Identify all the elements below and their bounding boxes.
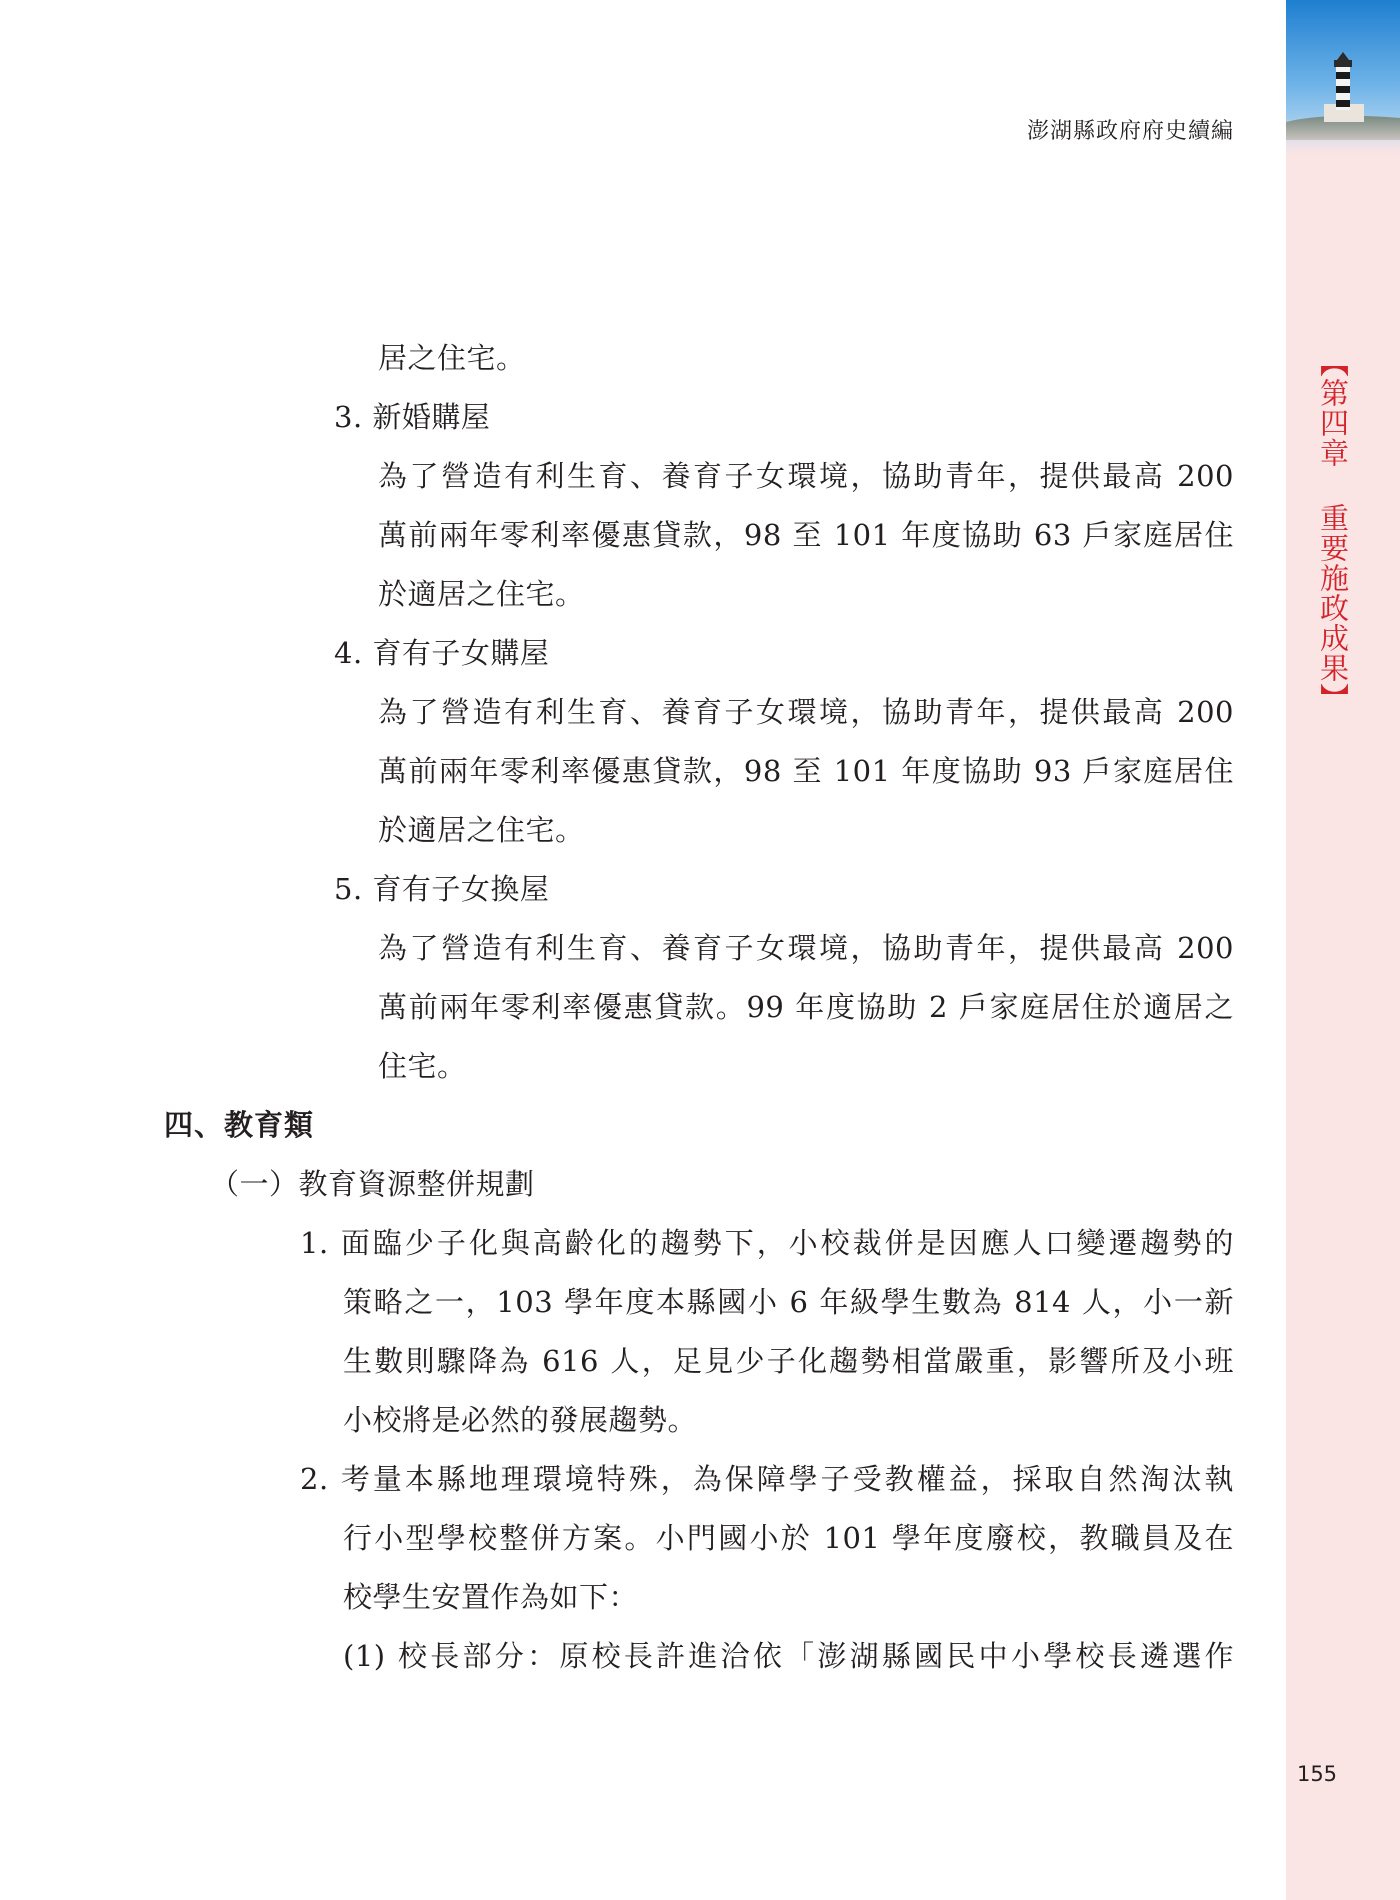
text-line: 萬前兩年零利率優惠貸款，98 至 101 年度協助 93 戶家庭居住 [378,754,1234,788]
chapter-tab: 【第四章 重要施政成果】 [1316,348,1350,713]
text-line: 萬前兩年零利率優惠貸款，98 至 101 年度協助 63 戶家庭居住 [378,518,1234,552]
text-line: 為了營造有利生育、養育子女環境，協助青年，提供最高 200 [378,931,1234,965]
text-line: 萬前兩年零利率優惠貸款。99 年度協助 2 戶家庭居住於適居之 [378,990,1234,1024]
text-line: 為了營造有利生育、養育子女環境，協助青年，提供最高 200 [378,459,1234,493]
item-heading: 5. 育有子女換屋 [334,872,550,906]
text-line: 策略之一，103 學年度本縣國小 6 年級學生數為 814 人，小一新 [343,1285,1234,1319]
text-line: 行小型學校整併方案。小門國小於 101 學年度廢校，教職員及在 [343,1521,1234,1555]
page-number: 155 [1296,1762,1338,1786]
text-line: 生數則驟降為 616 人，足見少子化趨勢相當嚴重，影響所及小班 [343,1344,1234,1378]
text-line: 小校將是必然的發展趨勢。 [343,1403,698,1437]
text-line: 於適居之住宅。 [378,813,585,847]
text-line: (1) 校長部分：原校長許進洽依「澎湖縣國民中小學校長遴選作 [343,1639,1234,1673]
item-heading: 3. 新婚購屋 [334,400,491,434]
text-line: 1. 面臨少子化與高齡化的趨勢下，小校裁併是因應人口變遷趨勢的 [300,1226,1234,1260]
text-line: 為了營造有利生育、養育子女環境，協助青年，提供最高 200 [378,695,1234,729]
text-line: 於適居之住宅。 [378,577,585,611]
subsection-heading: （一）教育資源整併規劃 [210,1167,535,1201]
text-line: 校學生安置作為如下： [343,1580,639,1614]
running-head: 澎湖縣政府府史續編 [1026,119,1234,144]
text-line: 居之住宅。 [378,341,526,375]
item-heading: 4. 育有子女購屋 [334,636,550,670]
section-heading: 四、教育類 [164,1108,315,1142]
text-line: 2. 考量本縣地理環境特殊，為保障學子受教權益，採取自然淘汰執 [300,1462,1234,1496]
text-line: 住宅。 [378,1049,467,1083]
side-decorative-strip [1286,0,1400,1900]
lighthouse-photo [1286,0,1400,155]
